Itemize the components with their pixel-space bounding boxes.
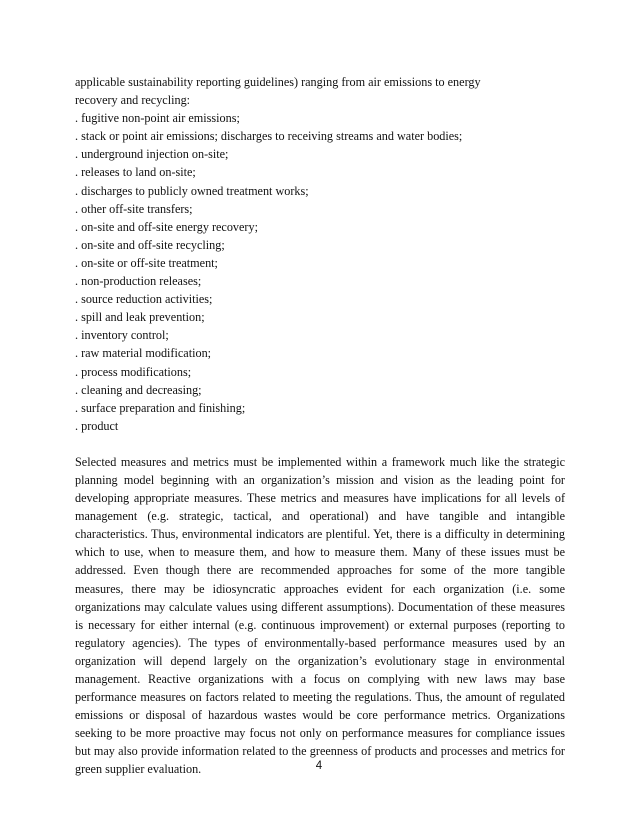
intro-text xyxy=(75,73,565,109)
list-item: . source reduction activities; xyxy=(75,290,565,308)
list-item: . discharges to publicly owned treatment works; xyxy=(75,182,565,200)
list-item: . cleaning and decreasing; xyxy=(75,381,565,399)
list-item: . stack or point air emissions; discharges to receiving streams and water bodies; xyxy=(75,127,565,145)
list-item: . raw material modification; xyxy=(75,344,565,362)
list-item: . inventory control; xyxy=(75,326,565,344)
list-item: . product xyxy=(75,417,565,435)
list-item: . underground injection on-site; xyxy=(75,145,565,163)
intro-line: recovery and recycling: xyxy=(75,93,191,108)
list-item: . other off-site transfers; xyxy=(75,200,565,218)
release-category-list xyxy=(75,109,565,435)
list-item: . process modifications; xyxy=(75,363,565,381)
body-paragraph: Selected measures and metrics must be implemented within a framework much like the strategic planning model beginning with an organization’s mission and vision as the leading point for developing appropriate measures. These metrics and measures have implications for all levels of management (e.g. strategic, tactical, and operational) and have tangible and intangible characteristics. Thus, environmental indicators are plentiful. Yet, there is a difficulty in determining which to use, when to measure them, and how to measure them. Many of these issues must be addressed. Even though there are recommended approaches for some of the more tangible measures, there may be idiosyncratic approaches evident for each organization (i.e. some organizations may calculate values using different assumptions). Documentation of these measures is necessary for either internal (e.g. continuous improvement) or external purposes (reporting to regulatory agencies). The types of environmentally-based performance measures used by an organization will depend largely on the organization’s evolutionary stage in environmental management. Reactive organizations with a focus on complying with new laws may base performance measures on factors related to meeting the regulations. Thus, the amount of regulated emissions or disposal of hazardous wastes would be core performance metrics. Organizations seeking to be more proactive may focus not only on performance measures for compliance issues but may also provide information related to the greenness of products and processes and metrics for green supplier evaluation. xyxy=(75,454,565,777)
page-content xyxy=(75,73,565,791)
list-item: . on-site or off-site treatment; xyxy=(75,254,565,272)
list-item: . releases to land on-site; xyxy=(75,163,565,181)
list-item: . surface preparation and finishing; xyxy=(75,399,565,417)
intro-line: applicable sustainability reporting guidelines) ranging from air emissions to energy xyxy=(75,75,481,89)
page-number: 4 xyxy=(315,760,323,772)
list-item: . fugitive non-point air emissions; xyxy=(75,109,565,127)
list-item: . on-site and off-site recycling; xyxy=(75,236,565,254)
list-item: . spill and leak prevention; xyxy=(75,308,565,326)
list-item: . on-site and off-site energy recovery; xyxy=(75,218,565,236)
list-item: . non-production releases; xyxy=(75,272,565,290)
